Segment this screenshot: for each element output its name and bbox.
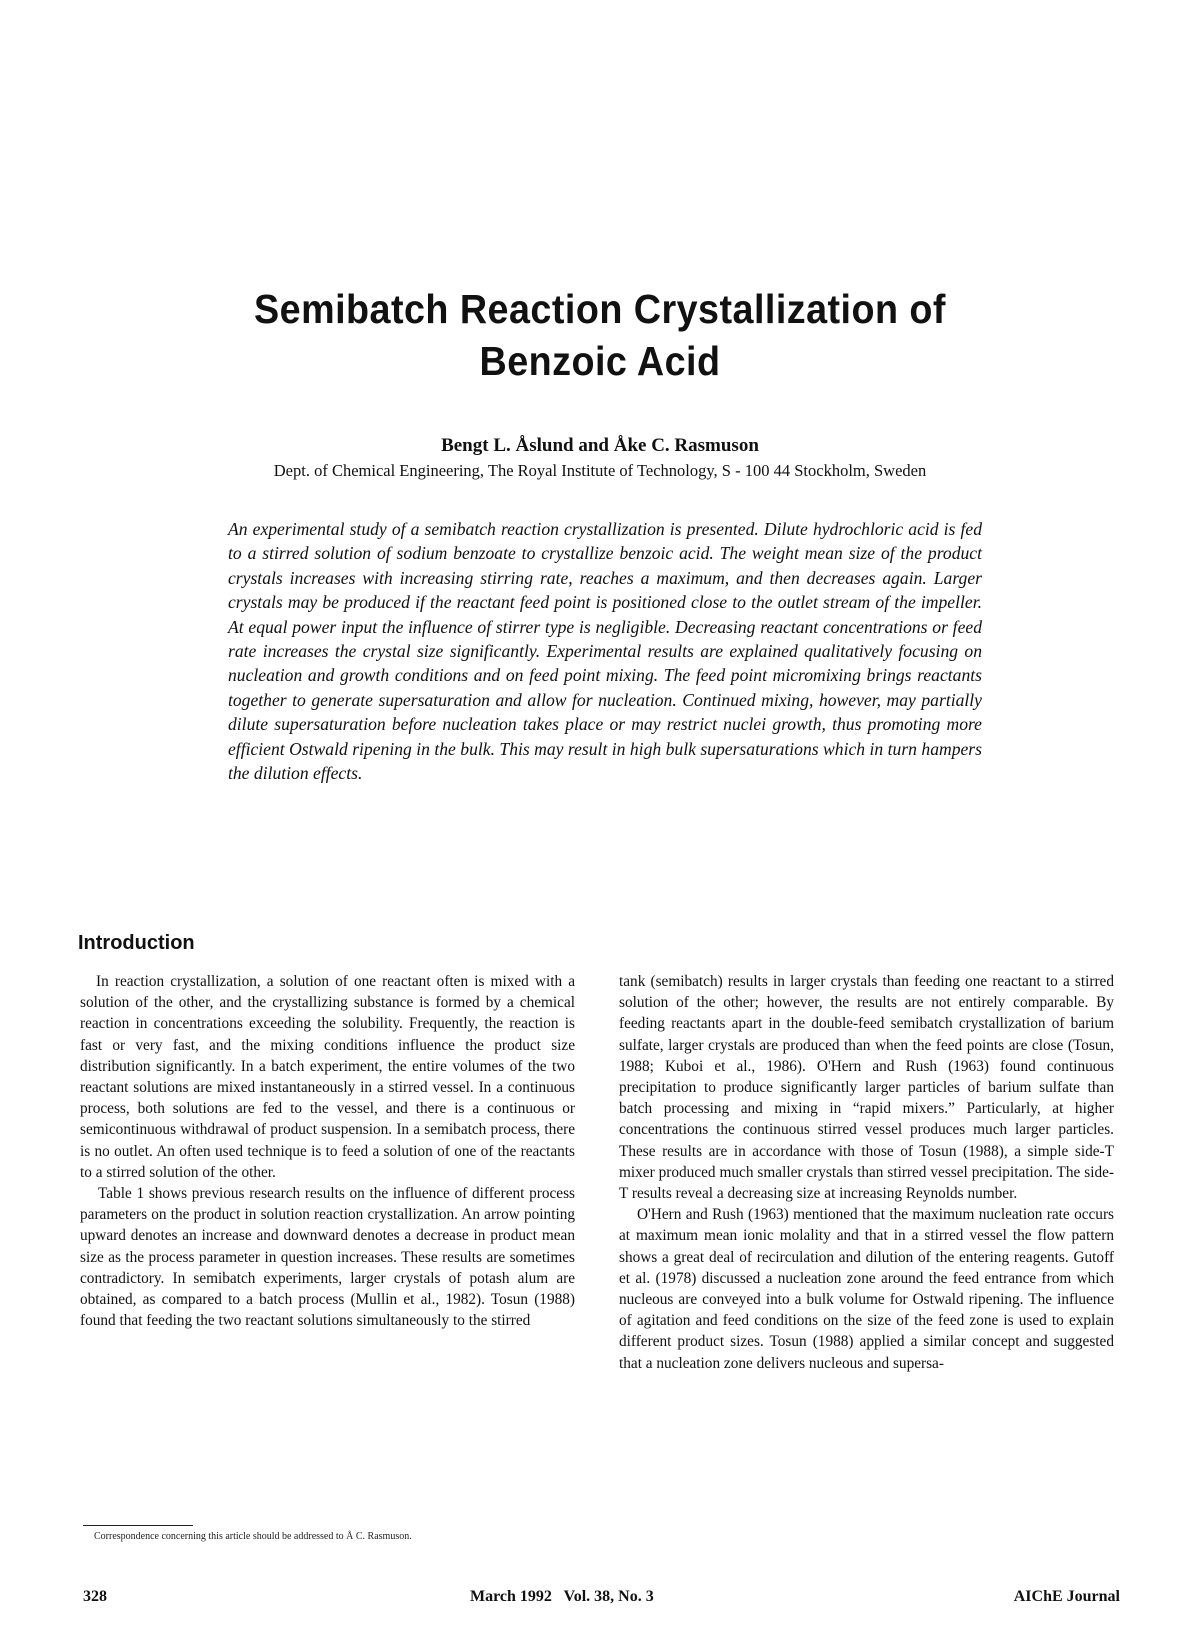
affiliation: Dept. of Chemical Engineering, The Royal Institute of Technology, S - 100 44 Stockholm, Sweden (273, 461, 927, 480)
journal-issue: March 1992 Vol. 38, No. 3 (470, 1588, 654, 1605)
abstract: An experimental study of a semibatch reaction crystallization is presented. Dilute hydrochloric acid is fed to a stirred solution of sodium benzoate to crystallize benzoic acid. The weight mean size of the product crystals increases with increasing stirring rate, reaches a maximum, and then decreases again. Larger crystals may be produced if the reactant feed point is positioned close to the outlet stream of the impeller. At equal power input the influence of stirrer type is negligible. Decreasing reactant concentrations or feed rate increases the crystal size significantly. Experimental results are explained qualitatively focusing on nucleation and growth conditions and on feed point mixing. The feed point micromixing brings reactants together to generate supersaturation and allow for nucleation. Continued mixing, however, may partially dilute supersaturation before nucleation takes place or may restrict nuclei growth, thus promoting more efficient Ostwald ripening in the bulk. This may result in high bulk supersaturations which in turn hampers the dilution effects. (228, 519, 982, 784)
body-paragraph: tank (semibatch) results in larger crystals than feeding one reactant to a stirred solution of the other; however, the results are not entirely comparable. By feeding reactants apart in the double-feed semibatch crystallization of barium sulfate, larger crystals are produced than when the feed points are close (Tosun, 1988; Kuboi et al., 1986). O'Hern and Rush (1963) found continuous precipitation to produce significantly larger particles of barium sulfate than batch processing and mixing in “rapid mixers.” Particularly, at higher concentrations the continuous stirred vessel produces much larger particles. These results are in accordance with those of Tosun (1988), a simple side-T mixer produced much smaller crystals than stirred vessel precipitation. The side-T results reveal a decreasing size at increasing Reynolds number. (619, 973, 1114, 1203)
body-paragraph: Table 1 shows previous research results on the influence of different process parameters on the product in solution reaction crystallization. An arrow pointing upward denotes an increase and downward denotes a decrease in product mean size as the process parameter in question increases. These results are sometimes contradictory. In semibatch experiments, larger crystals of potash alum are obtained, as compared to a batch process (Mullin et al., 1982). Tosun (1988) found that feeding the two reactant solutions simultaneously to the stirred (80, 1185, 575, 1330)
left-column (80, 971, 575, 1331)
journal-name: AIChE Journal (1013, 1588, 1120, 1605)
section-heading-introduction: Introduction (78, 932, 195, 954)
page-number: 328 (83, 1588, 107, 1605)
author-list: Bengt L. Åslund and Åke C. Rasmuson (441, 435, 759, 456)
footnote-divider (83, 1525, 193, 1526)
correspondence-footnote: Correspondence concerning this article should be addressed to Å C. Rasmuson. (94, 1531, 412, 1542)
paper-title-line-1: Semibatch Reaction Crystallization of (254, 286, 946, 332)
right-column (619, 971, 1114, 1374)
paper-title (48, 283, 1152, 387)
body-paragraph: In reaction crystallization, a solution of one reactant often is mixed with a solution of the other, and the crystallizing substance is formed by a chemical reaction in concentrations exceeding the solubility. Frequently, the reaction is fast or very fast, and the mixing conditions influence the product size distribution significantly. In a batch experiment, the entire volumes of the two reactant solutions are mixed instantaneously in a stirred vessel. In a continuous process, both solutions are fed to the vessel, and there is a continuous or semicontinuous withdrawal of product suspension. In a semibatch process, there is no outlet. An often used technique is to feed a solution of one of the reactants to a stirred solution of the other. (80, 973, 575, 1181)
body-paragraph: O'Hern and Rush (1963) mentioned that the maximum nucleation rate occurs at maximum mean ionic molality and that in a stirred vessel the flow pattern shows a great deal of recirculation and dilution of the entering reagents. Gutoff et al. (1978) discussed a nucleation zone around the feed entrance from which nucleous are conveyed into a bulk volume for Ostwald ripening. The influence of agitation and feed conditions on the size of the feed zone is used to explain different product sizes. Tosun (1988) applied a similar concept and suggested that a nucleation zone delivers nucleous and supersa- (619, 1206, 1114, 1372)
paper-title-line-2: Benzoic Acid (479, 338, 721, 384)
